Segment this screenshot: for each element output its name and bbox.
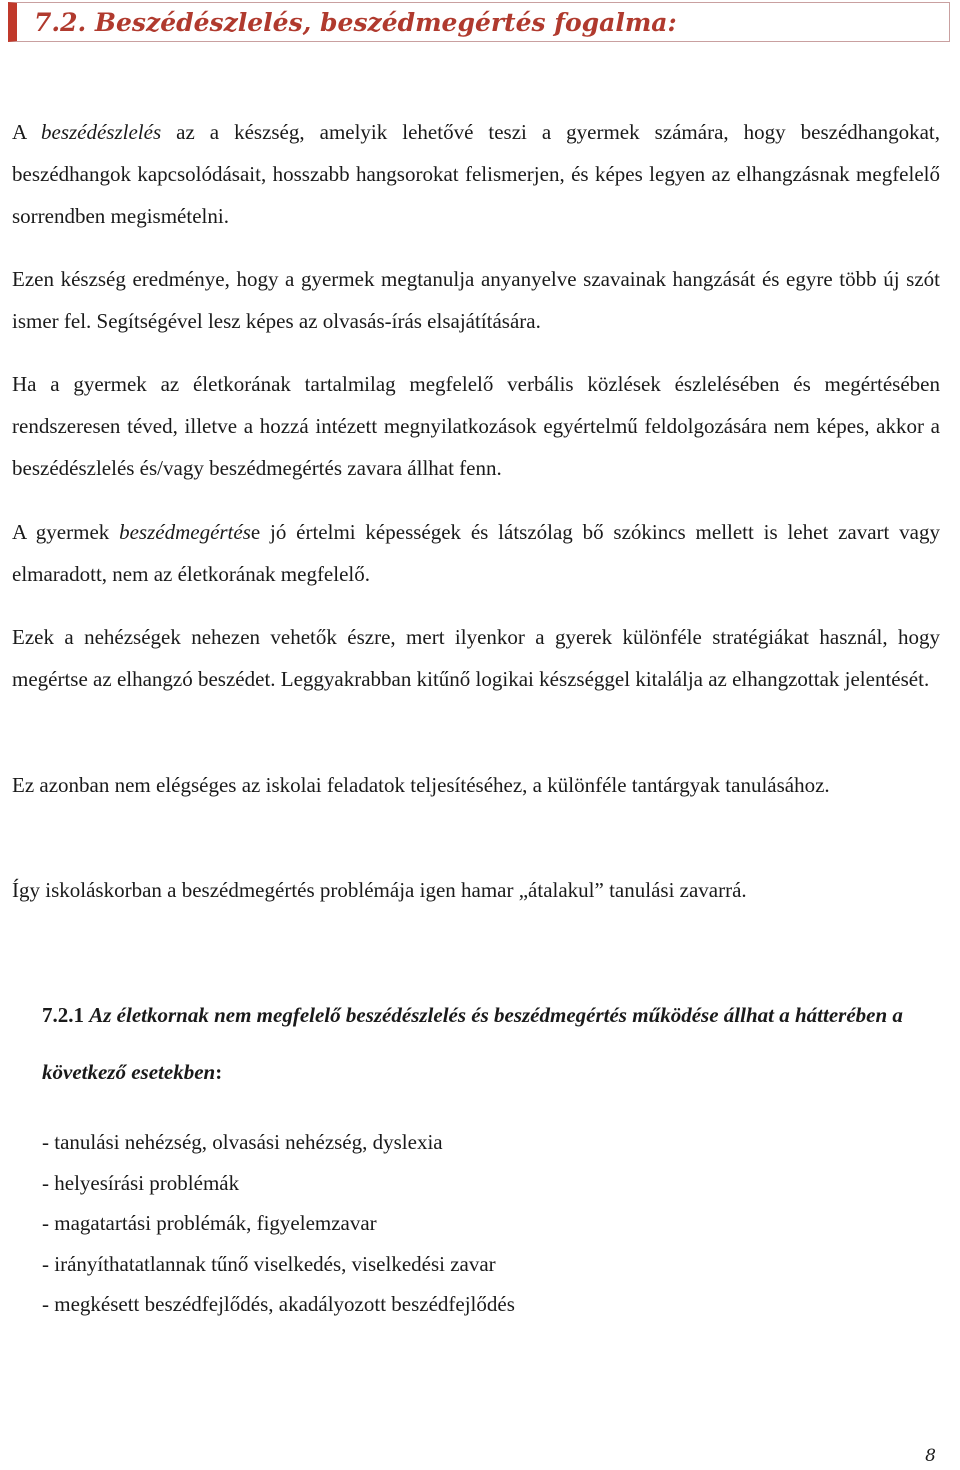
paragraph-text: A — [12, 120, 41, 144]
subsection-heading — [42, 987, 942, 1101]
list-item: - magatartási problémák, figyelemzavar — [42, 1211, 377, 1235]
cases-list — [42, 1122, 515, 1325]
emphasized-term: beszédészlelés — [41, 120, 162, 144]
paragraph-text: az a készség, amelyik lehetővé teszi a gyermek számára, hogy beszédhangokat, beszédhangok kapcsolódásait, hosszabb hangsorokat felismerjen, és képes legyen az elhangzásnak megfelelő sorrendben megismételni. — [12, 120, 940, 228]
paragraph-definition-perception — [12, 111, 940, 237]
section-heading: 7.2. Beszédészlelés, beszédmegértés fogalma: — [34, 8, 677, 37]
paragraph-text: A gyermek — [12, 520, 120, 544]
paragraph-comprehension — [12, 511, 940, 595]
emphasized-term: beszédmegértés — [119, 520, 251, 544]
subsection-title: Az életkornak nem megfelelő beszédészlelés és beszédmegértés működése állhat a hátterében a következő esetekben — [42, 1003, 903, 1084]
paragraph-school-tasks: Ez azonban nem elégséges az iskolai feladatok teljesítéséhez, a különféle tantárgyak tanulásához. — [12, 773, 830, 797]
subsection-colon: : — [215, 1060, 223, 1084]
paragraph-learning-disorder: Így iskoláskorban a beszédmegértés problémája igen hamar „átalakul” tanulási zavarrá. — [12, 878, 747, 902]
paragraph-strategies: Ezek a nehézségek nehezen vehetők észre, mert ilyenkor a gyerek különféle stratégiákat használ, hogy megértse az elhangzó beszédet. Leggyakrabban kitűnő logikai készséggel kitalálja az elhangzottak jelentését. — [12, 625, 940, 691]
paragraph-skill-result: Ezen készség eredménye, hogy a gyermek megtanulja anyanyelve szavainak hangzását és egyre több új szót ismer fel. Segítségével lesz képes az olvasás-írás elsajátítására. — [12, 267, 940, 333]
paragraph-disorder: Ha a gyermek az életkorának tartalmilag megfelelő verbális közlések észlelésében és megértésében rendszeresen téved, illetve a hozzá intézett megnyilatkozások egyértelmű feldolgozására nem képes, akkor a beszédészlelés és/vagy beszédmegértés zavara állhat fenn. — [12, 372, 940, 480]
list-item: - tanulási nehézség, olvasási nehézség, dyslexia — [42, 1130, 443, 1154]
paragraph-text: e jó értelmi képességek és látszólag bő szókincs mellett is lehet zavart vagy elmaradott, nem az életkorának megfelelő. — [12, 520, 940, 586]
page-number: 8 — [925, 1446, 936, 1466]
list-item: - irányíthatatlannak tűnő viselkedés, viselkedési zavar — [42, 1251, 496, 1276]
list-item: - megkésett beszédfejlődés, akadályozott beszédfejlődés — [42, 1292, 515, 1316]
section-heading-box — [8, 2, 950, 42]
list-item: - helyesírási problémák — [42, 1170, 240, 1195]
subsection-number: 7.2.1 — [42, 1003, 90, 1027]
